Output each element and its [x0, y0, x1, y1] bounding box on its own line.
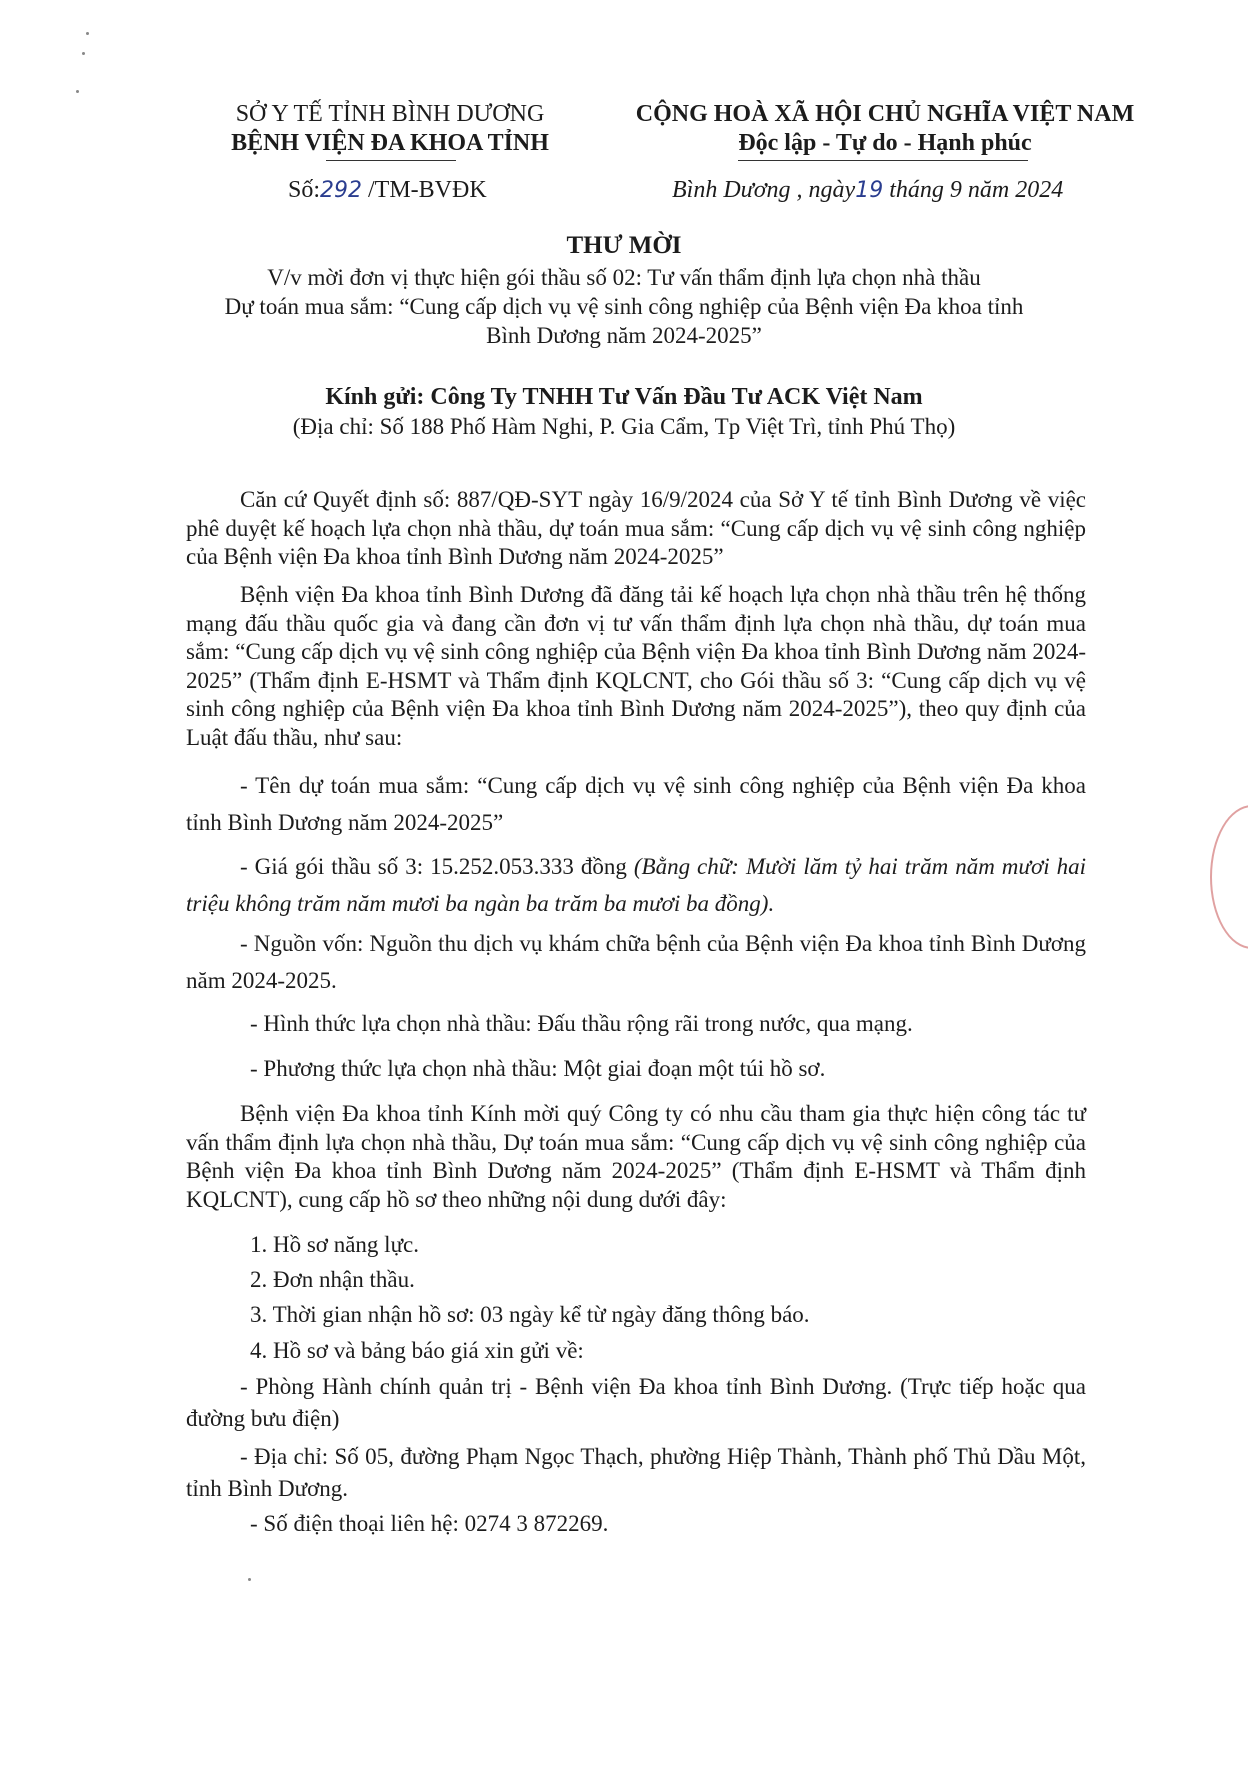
doc-number-prefix: Số:: [288, 177, 321, 203]
subject-line-1: V/v mời đơn vị thực hiện gói thầu số 02: Tư vấn thẩm định lựa chọn nhà thầu: [267, 265, 981, 290]
paragraph-legal-basis: [186, 486, 1086, 572]
paragraph-address: [186, 1441, 1086, 1505]
paragraph-selection-form: - Hình thức lựa chọn nhà thầu: Đấu thầu rộng rãi trong nước, qua mạng.: [250, 1011, 913, 1036]
list-item-send-to: 4. Hồ sơ và bảng báo giá xin gửi về:: [250, 1338, 584, 1363]
package-price-text: - Giá gói thầu số 3: 15.252.053.333 đồng: [240, 854, 634, 879]
paragraph-context-text: Bệnh viện Đa khoa tỉnh Bình Dương đã đăng tải kế hoạch lựa chọn nhà thầu trên hệ thống mạng đấu thầu quốc gia và đang cần đơn vị tư vấn thẩm định lựa chọn nhà thầu, dự toán mua sắm: “Cung cấp dịch vụ vệ sinh công nghiệp của Bệnh viện Đa khoa tỉnh Bình Dương năm 2024-2025” (Thẩm định E-HSMT và Thẩm định KQLCNT, cho Gói thầu số 3: “Cung cấp dịch vụ vệ sinh công nghiệp của Bệnh viện Đa khoa tỉnh Bình Dương năm 2024-2025”), theo quy định của Luật đấu thầu, như sau:: [186, 582, 1086, 750]
national-title: CỘNG HOÀ XÃ HỘI CHỦ NGHĨA VIỆT NAM: [635, 101, 1135, 127]
national-motto: Độc lập - Tự do - Hạnh phúc: [738, 130, 1032, 156]
doc-number-handwritten: 292: [320, 178, 363, 203]
paragraph-invitation-text: Bệnh viện Đa khoa tỉnh Kính mời quý Công ty có nhu cầu tham gia thực hiện công tác tư vấn thẩm định lựa chọn nhà thầu, Dự toán mua sắm: “Cung cấp dịch vụ vệ sinh công nghiệp của Bệnh viện Đa khoa tỉnh Bình Dương năm 2024-2025” (Thẩm định E-HSMT và Thẩm định KQLCNT), cung cấp hồ sơ theo những nội dung dưới đây:: [186, 1101, 1086, 1212]
document-number: [288, 175, 487, 206]
paragraph-estimate-name-text: - Tên dự toán mua sắm: “Cung cấp dịch vụ vệ sinh công nghiệp của Bệnh viện Đa khoa tỉnh Bình Dương năm 2024-2025”: [186, 773, 1086, 835]
paragraph-funding-source: [186, 925, 1086, 999]
doc-number-suffix: /TM-BVĐK: [368, 177, 487, 203]
document-date: [672, 175, 1063, 206]
scan-speck: [76, 90, 79, 93]
hospital-name: BỆNH VIỆN ĐA KHOA TỈNH: [231, 130, 549, 156]
subject-line-3: Bình Dương năm 2024-2025”: [486, 323, 762, 348]
paragraph-selection-method: - Phương thức lựa chọn nhà thầu: Một giai đoạn một túi hồ sơ.: [250, 1056, 826, 1081]
package-price-in-words: (Bằng chữ: Mười lăm tỷ hai trăm năm mươi hai triệu không trăm năm mươi ba ngàn ba trăm ba mươi ba đồng).: [186, 854, 1086, 916]
letter-title: THƯ MỜI: [566, 232, 682, 259]
address-text: - Địa chỉ: Số 05, đường Phạm Ngọc Thạch, phường Hiệp Thành, Thành phố Thủ Dầu Một, tỉnh Bình Dương.: [186, 1444, 1086, 1501]
red-stamp-edge: [1210, 805, 1248, 949]
paragraph-legal-basis-text: Căn cứ Quyết định số: 887/QĐ-SYT ngày 16/9/2024 của Sở Y tế tỉnh Bình Dương về việc phê duyệt kế hoạch lựa chọn nhà thầu, dự toán mua sắm: “Cung cấp dịch vụ vệ sinh công nghiệp của Bệnh viện Đa khoa tỉnh Bình Dương năm 2024-2025”: [186, 487, 1086, 569]
agency-name: SỞ Y TẾ TỈNH BÌNH DƯƠNG: [235, 101, 545, 127]
funding-source-text: - Nguồn vốn: Nguồn thu dịch vụ khám chữa bệnh của Bệnh viện Đa khoa tỉnh Bình Dương năm 2024-2025.: [186, 931, 1086, 993]
department-text: - Phòng Hành chính quản trị - Bệnh viện Đa khoa tỉnh Bình Dương. (Trực tiếp hoặc qua đường bưu điện): [186, 1374, 1086, 1431]
date-prefix: Bình Dương , ngày: [672, 177, 856, 203]
paragraph-invitation: [186, 1100, 1086, 1214]
recipient-name: Kính gửi: Công Ty TNHH Tư Vấn Đầu Tư ACK Việt Nam: [325, 384, 923, 410]
paragraph-context: [186, 581, 1086, 752]
right-header-rule: [738, 160, 1028, 161]
list-item-capacity-profile: 1. Hồ sơ năng lực.: [250, 1232, 419, 1257]
list-item-bid-form: 2. Đơn nhận thầu.: [250, 1267, 415, 1292]
recipient-address: (Địa chỉ: Số 188 Phố Hàm Nghi, P. Gia Cẩm, Tp Việt Trì, tỉnh Phú Thọ): [292, 414, 956, 439]
scan-speck: [248, 1578, 251, 1581]
scan-speck: [86, 32, 89, 35]
date-suffix: tháng 9 năm 2024: [889, 177, 1064, 203]
paragraph-department: [186, 1371, 1086, 1435]
paragraph-estimate-name: [186, 767, 1086, 841]
paragraph-package-price: [186, 848, 1086, 922]
list-item-submission-time: 3. Thời gian nhận hồ sơ: 03 ngày kể từ ngày đăng thông báo.: [250, 1302, 810, 1327]
paragraph-phone: - Số điện thoại liên hệ: 0274 3 872269.: [250, 1511, 609, 1536]
left-header-rule: [326, 160, 456, 161]
scan-speck: [82, 52, 85, 55]
subject-line-2: Dự toán mua sắm: “Cung cấp dịch vụ vệ sinh công nghiệp của Bệnh viện Đa khoa tỉnh: [224, 294, 1024, 319]
date-day-handwritten: 19: [855, 178, 884, 203]
